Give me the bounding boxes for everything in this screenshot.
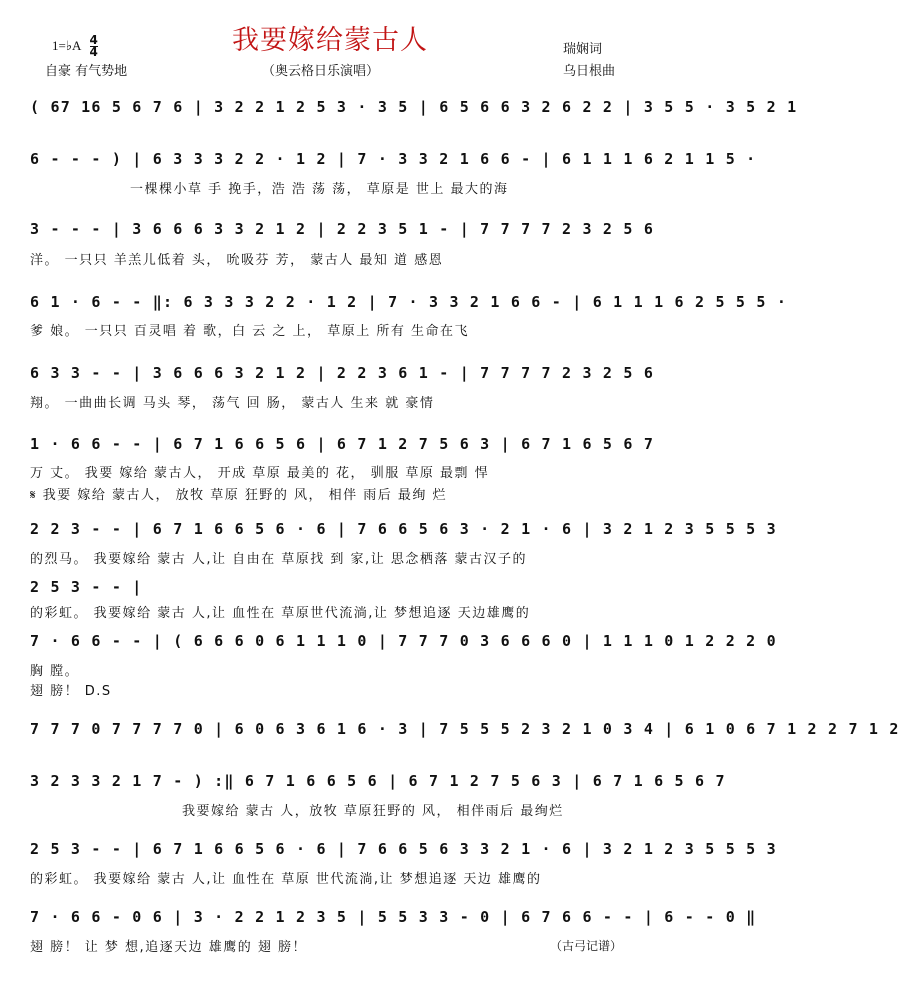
system-12-lyric-1: 的彩虹。 我要嫁给 蒙古 人,让 血性在 草原 世代流淌,让 梦想追逐 天边 雄鹰的 [30, 872, 542, 887]
system-6-lyric-1: 万 丈。 我要 嫁给 蒙古人， 开成 草原 最美的 花， 驯服 草原 最剽 悍 [30, 466, 490, 481]
system-4-notes: 6 1 · 6 - - ‖: 6 3 3 3 2 2 · 1 2 | 7 · 3 3 2 1 6 6 - | 6 1 1 1 6 2 5 5 5 · [30, 293, 788, 311]
song-title: 我要嫁给蒙古人 [232, 25, 428, 56]
key-and-time-signature [52, 35, 98, 58]
system-11-lyric-1: 我要嫁给 蒙古 人，放牧 草原狂野的 风， 相伴雨后 最绚烂 [182, 804, 564, 819]
system-4-lyric-1: 爹 娘。 一只只 百灵唱 着 歌，白 云 之 上， 草原上 所有 生命在飞 [30, 324, 469, 339]
key-signature: 1=♭A [52, 38, 82, 53]
system-9-notes: 7 · 6 6 - - | ( 6 6 6 0 6 1 1 1 0 | 7 7 7 0 3 6 6 6 0 | 1 1 1 0 1 2 2 2 0 [30, 632, 777, 650]
system-9-lyric-2: 翅 膀！ D.S [30, 684, 112, 699]
system-2-lyric-1: 一棵棵小草 手 挽手，浩 浩 荡 荡， 草原是 世上 最大的海 [130, 182, 509, 197]
system-12-notes: 2 5 3 - - | 6 7 1 6 6 5 6 · 6 | 7 6 6 5 6 3 3 2 1 · 6 | 3 2 1 2 3 5 5 5 3 [30, 840, 777, 858]
system-9-lyric-1: 胸 膛。 [30, 664, 80, 679]
system-13-notes: 7 · 6 6 - 0 6 | 3 · 2 2 1 2 3 5 | 5 5 3 3 - 0 | 6 7 6 6 - - | 6 - - 0 ‖ [30, 908, 757, 926]
system-7-notes: 2 2 3 - - | 6 7 1 6 6 5 6 · 6 | 7 6 6 5 6 3 · 2 1 · 6 | 3 2 1 2 3 5 5 5 3 [30, 520, 777, 538]
system-10-notes: 7 7 7 0 7 7 7 7 0 | 6 0 6 3 6 1 6 · 3 | 7 5 5 5 2 3 2 1 0 3 4 | 6 1 0 6 7 1 2 2 7 1 2 [30, 720, 900, 738]
system-5-notes: 6 3 3 - - | 3 6 6 6 3 2 1 2 | 2 2 3 6 1 - | 7 7 7 7 2 3 2 5 6 [30, 364, 655, 382]
transcriber-credit: （古弓记谱） [550, 939, 623, 953]
lyricist: 瑞娴词 [563, 42, 603, 57]
system-8-lyric-1: 的彩虹。 我要嫁给 蒙古 人,让 血性在 草原世代流淌,让 梦想追逐 天边雄鹰的 [30, 606, 531, 621]
system-5-lyric-1: 翔。 一曲曲长调 马头 琴， 荡气 回 肠， 蒙古人 生来 就 豪情 [30, 396, 435, 411]
tempo-mark: 自豪 有气势地 [45, 64, 128, 79]
system-6-notes: 1 · 6 6 - - | 6 7 1 6 6 5 6 | 6 7 1 2 7 5 6 3 | 6 7 1 6 5 6 7 [30, 435, 655, 453]
system-3-lyric-1: 洋。 一只只 羊羔儿低着 头， 吮吸芬 芳， 蒙古人 最知 道 感恩 [30, 253, 444, 268]
system-1-notes: ( 67 16 5 6 7 6 | 3 2 2 1 2 5 3 · 3 5 | 6 5 6 6 3 2 6 2 2 | 3 5 5 · 3 5 2 1 [30, 98, 798, 116]
system-11-notes: 3 2 3 3 2 1 7 - ) :‖ 6 7 1 6 6 5 6 | 6 7 1 2 7 5 6 3 | 6 7 1 6 5 6 7 [30, 772, 726, 790]
system-3-notes: 3 - - - | 3 6 6 6 3 3 2 1 2 | 2 2 3 5 1 - | 7 7 7 7 2 3 2 5 6 [30, 220, 655, 238]
system-2-notes: 6 - - - ) | 6 3 3 3 2 2 · 1 2 | 7 · 3 3 2 1 6 6 - | 6 1 1 1 6 2 1 1 5 · [30, 150, 757, 168]
system-6-lyric-2: 𝄋 我要 嫁给 蒙古人， 放牧 草原 狂野的 风， 相伴 雨后 最绚 烂 [30, 488, 448, 503]
system-8-notes: 2 5 3 - - | [30, 578, 143, 596]
system-13-lyric-1: 翅 膀！ 让 梦 想,追逐天边 雄鹰的 翅 膀！ [30, 940, 308, 955]
system-7-lyric-1: 的烈马。 我要嫁给 蒙古 人,让 自由在 草原找 到 家,让 思念栖落 蒙古汉子的 [30, 552, 527, 567]
composer: 乌日根曲 [563, 64, 616, 79]
time-signature: $\frac{4}{4}$ [89, 33, 98, 59]
performer: （奥云格日乐演唱） [262, 64, 380, 79]
